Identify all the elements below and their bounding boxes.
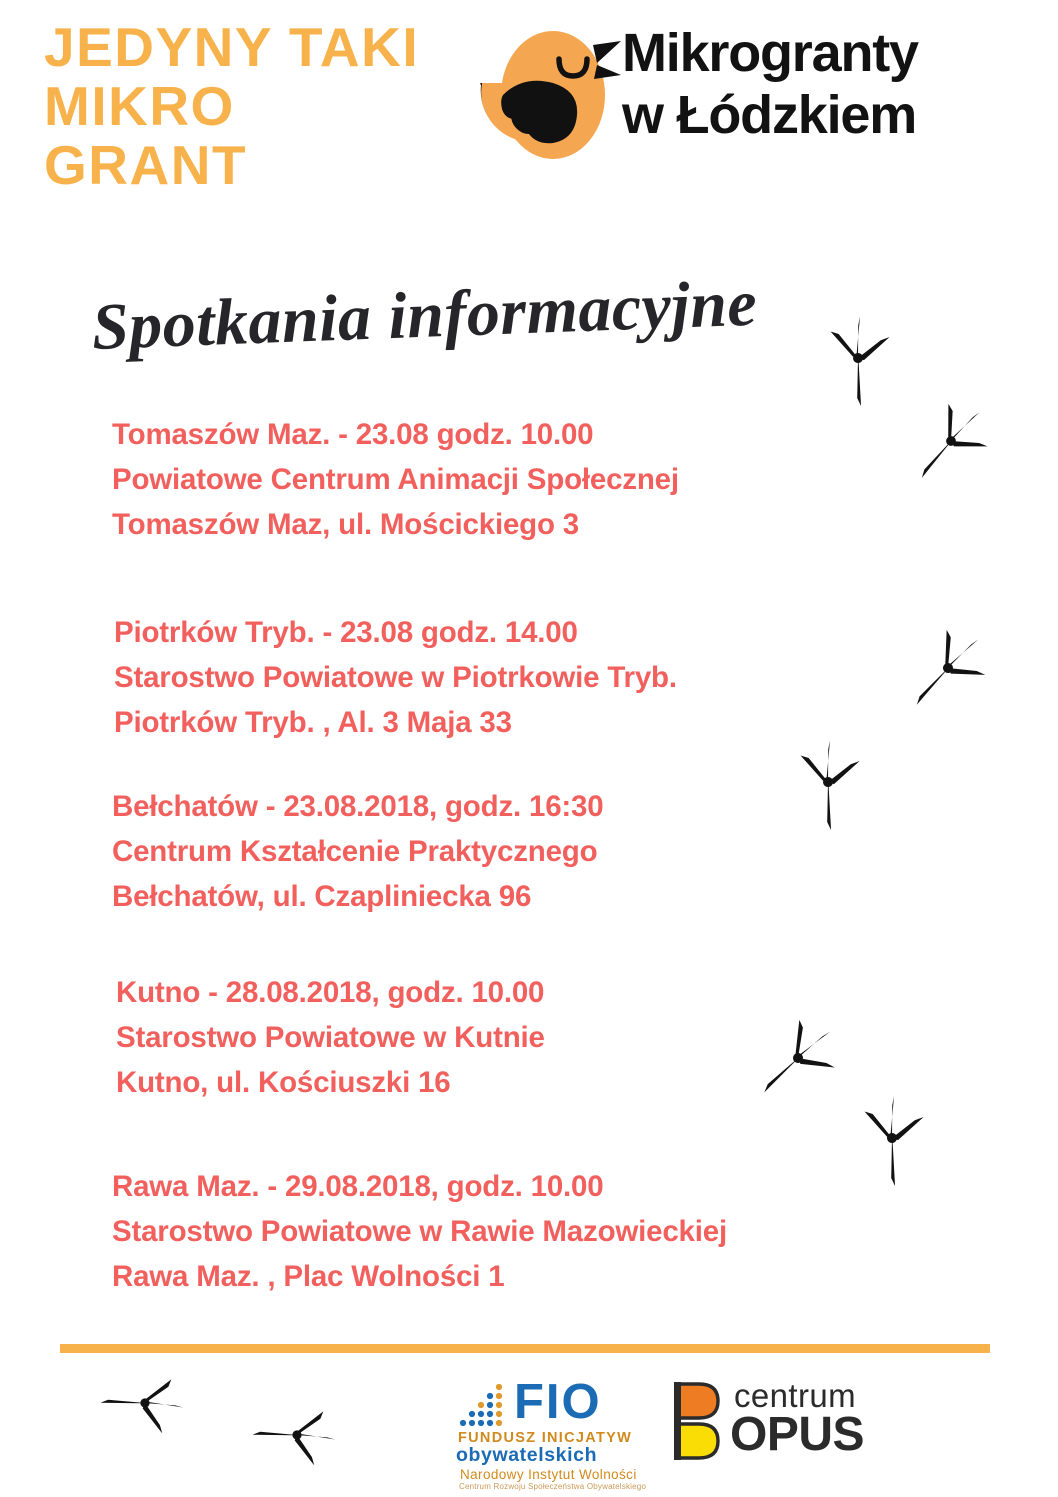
brand-line-2: w Łódzkiem	[622, 85, 917, 145]
event-city-date: Bełchatów - 23.08.2018, godz. 16:30	[112, 790, 604, 823]
fio-subtitle-4: Centrum Rozwoju Społeczeństwa Obywatelskiego	[459, 1482, 647, 1491]
event-city-date: Kutno - 28.08.2018, godz. 10.00	[116, 976, 545, 1009]
event-city-date: Piotrków Tryb. - 23.08 godz. 14.00	[114, 616, 578, 649]
fio-acronym: FIO	[514, 1375, 602, 1429]
fio-dots-icon	[457, 1382, 509, 1427]
headline-line-3: GRANT	[44, 134, 248, 196]
fio-subtitle-1: FUNDUSZ INICJATYW	[458, 1430, 633, 1446]
event-address: Rawa Maz. , Plac Wolności 1	[112, 1260, 505, 1293]
event-city-date: Tomaszów Maz. - 23.08 godz. 10.00	[112, 418, 594, 451]
event-venue: Powiatowe Centrum Animacji Społecznej	[112, 463, 679, 496]
footer-divider	[60, 1344, 990, 1353]
brand-name	[622, 22, 1032, 146]
bird-icon	[475, 23, 625, 178]
poster-footer	[0, 1360, 1058, 1497]
event-address: Tomaszów Maz, ul. Mościckiego 3	[112, 508, 579, 541]
event-venue: Starostwo Powiatowe w Rawie Mazowieckiej	[112, 1215, 727, 1248]
headline-line-2: MIKRO	[44, 75, 235, 137]
bird-track-icon	[755, 1015, 840, 1100]
event-item	[112, 412, 679, 547]
bird-track-icon	[903, 623, 993, 713]
opus-mark-icon	[672, 1382, 722, 1460]
poster-header	[0, 0, 1058, 210]
section-title: Spotkania informacyjne	[90, 266, 759, 364]
page-title	[44, 18, 514, 195]
event-venue: Starostwo Powiatowe w Piotrkowie Tryb.	[114, 661, 677, 694]
brand-line-1: Mikrogranty	[622, 23, 918, 83]
event-city-date: Rawa Maz. - 29.08.2018, godz. 10.00	[112, 1170, 604, 1203]
bird-track-icon	[772, 726, 884, 838]
fio-subtitle-3: Narodowy Instytut Wolności	[460, 1467, 637, 1482]
fio-subtitle-2: obywatelskich	[456, 1444, 598, 1466]
event-venue: Centrum Kształcenie Praktycznego	[112, 835, 598, 868]
event-item	[112, 784, 603, 919]
event-address: Piotrków Tryb. , Al. 3 Maja 33	[114, 706, 512, 739]
bird-track-icon	[836, 1082, 948, 1194]
fio-logo	[452, 1375, 652, 1491]
event-address: Bełchatów, ul. Czapliniecka 96	[112, 880, 532, 913]
event-item	[112, 1164, 727, 1299]
headline-line-1: JEDYNY TAKI	[44, 16, 420, 78]
opus-logo	[672, 1377, 892, 1480]
event-item	[116, 970, 545, 1105]
event-item	[114, 610, 677, 745]
brand-lockup	[470, 18, 1040, 178]
opus-name-label: OPUS	[730, 1408, 865, 1461]
opus-centrum-label: centrum	[734, 1377, 857, 1414]
bird-track-icon	[906, 396, 996, 486]
event-venue: Starostwo Powiatowe w Kutnie	[116, 1021, 545, 1054]
bird-track-icon	[802, 302, 914, 414]
event-address: Kutno, ul. Kościuszki 16	[116, 1066, 451, 1099]
